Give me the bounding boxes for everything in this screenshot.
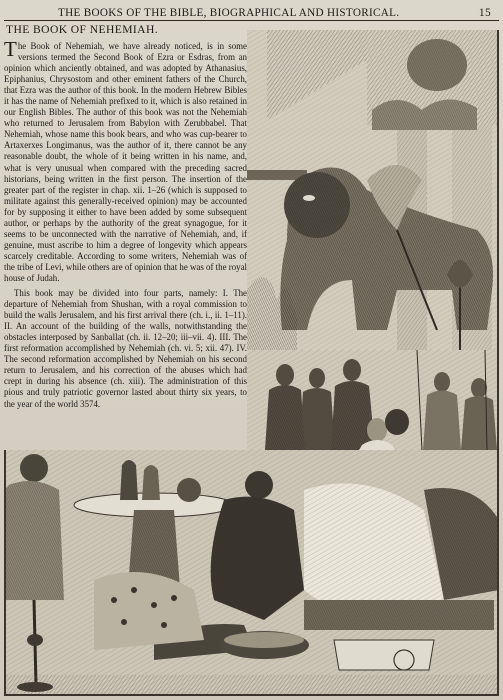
page-number: 15 [478,7,491,19]
royal-court-illustration [247,350,499,450]
header-rule [4,20,499,21]
frame-bottom [4,694,499,696]
nehemiah-cupbearer-illustration [4,450,499,695]
chapter-heading: THE BOOK OF NEHEMIAH. [6,23,159,36]
running-head-title: THE BOOKS OF THE BIBLE, BIOGRAPHICAL AND HISTORICAL. [58,7,400,19]
running-head [0,3,503,19]
frame-right [497,30,499,695]
paragraph-2: This book may be divided into four parts, namely: I. The departure of Nehemiah from Shushan, with a royal commission to build the walls Jerusalem, and his first arrival there (ch. i., ii. 1–11). II. An account of the building of the walls, notwithstanding the obstacles interposed by Sanballat (ch. ii. 12–20; iii–vii. 4). III. The first reformation accomplished by Nehemiah (ch. vi. 5; xii. 47). IV. The second reformation accomplished by Nehemiah on his second return to Jerusalem, and his correction of the abuses which had crept in during his absence (ch. xiii). The administration of this pious and truly patriotic governor lasted about thirty six years, to the year of the world 3574. [4,288,247,409]
lion-frieze-illustration [247,30,499,350]
frame-left [4,450,6,695]
body-text [4,41,247,445]
paragraph-1: The Book of Nehemiah, we have already noticed, is in some versions termed the Second Book of Ezra or Esdras, from an opinion which anciently obtained, and was adopted by Athanasius, Epiphanius, Chrysostom and other eminent fathers of the Church, that Ezra was the author of this book. In the modern Hebrew Bibles it has the name of Nehemiah prefixed to it, which is also retained in our English Bibles. The author of this book was not the Nehemiah who returned to Jerusalem from Babylon with Zerubbabel. That Nehemiah, whose name this book bears, and who was cup-bearer to Artaxerxes Longimanus, was the author of it, there cannot be any reasonable doubt, the whole of it being written in his name, and, what is very unusual when compared with the preceding sacred historians, being written in the first person. The insertion of the greater part of the register in chap. xii. 1–26 (which is supposed to militate against this generally-received opinion) may be accounted for by supposing it either to have been added by some subsequent author, or perhaps by the authority of the great synagogue, for it seems to be unconnected with the narrative of Nehemiah, and, if genuine, must ascribe to him a degree of longevity which appears scarcely creditable. According to some writers, Nehemiah was of the tribe of Levi, while others are of opinion that he was of the royal house of Judah. [4,41,247,283]
